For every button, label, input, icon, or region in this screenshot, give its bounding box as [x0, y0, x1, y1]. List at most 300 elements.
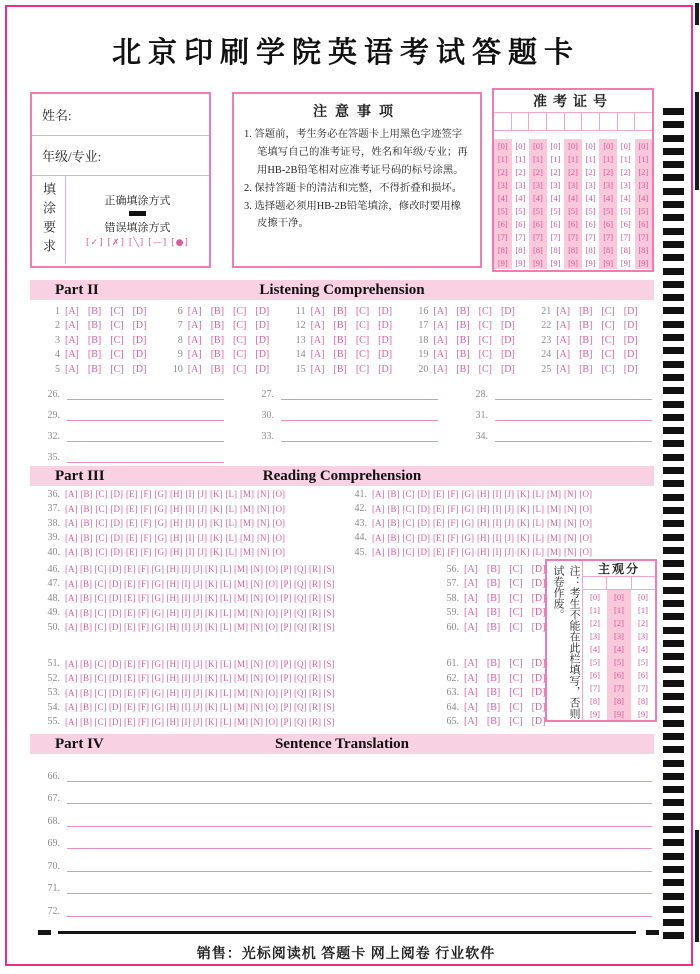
- q44-option-J[interactable]: [J]: [504, 532, 514, 543]
- q51-option-J[interactable]: [J]: [193, 658, 203, 669]
- q36-option-I[interactable]: [I]: [185, 489, 195, 500]
- q50-option-A[interactable]: [A]: [65, 622, 78, 633]
- q54-option-I[interactable]: [I]: [181, 702, 191, 713]
- q53-option-D[interactable]: [D]: [109, 687, 122, 698]
- q12-option-A[interactable]: [A]: [310, 320, 325, 332]
- q46-option-H[interactable]: [H]: [166, 564, 179, 575]
- q50-option-I[interactable]: [I]: [181, 622, 191, 633]
- q37-option-K[interactable]: [K]: [210, 503, 223, 514]
- q8-option-A[interactable]: [A]: [187, 334, 202, 346]
- q34-answer-line[interactable]: [495, 441, 652, 442]
- q49-option-S[interactable]: [S]: [323, 607, 335, 618]
- q43-option-B[interactable]: [B]: [387, 518, 400, 529]
- q15-option-D[interactable]: [D]: [378, 363, 393, 375]
- q14-option-A[interactable]: [A]: [310, 349, 325, 361]
- admission-digit-1[interactable]: [1]: [638, 153, 649, 164]
- admission-digit-6[interactable]: [6]: [638, 218, 649, 229]
- q49-option-J[interactable]: [J]: [193, 607, 203, 618]
- q54-option-E[interactable]: [E]: [124, 702, 136, 713]
- q49-option-K[interactable]: [K]: [205, 607, 218, 618]
- admission-digit-5[interactable]: [5]: [497, 205, 508, 216]
- subjective-digit-1[interactable]: [1]: [590, 604, 600, 615]
- admission-digit-6[interactable]: [6]: [515, 218, 526, 229]
- q55-option-G[interactable]: [G]: [151, 716, 164, 727]
- q24-option-D[interactable]: [D]: [623, 349, 638, 361]
- q40-option-K[interactable]: [K]: [210, 547, 223, 558]
- q53-option-H[interactable]: [H]: [166, 687, 179, 698]
- name-field[interactable]: [32, 94, 209, 136]
- q11-option-A[interactable]: [A]: [310, 305, 325, 317]
- q39-option-N[interactable]: [N]: [257, 532, 270, 543]
- q48-option-H[interactable]: [H]: [166, 593, 179, 604]
- subjective-digit-1[interactable]: [1]: [638, 604, 648, 615]
- q13-option-D[interactable]: [D]: [378, 334, 393, 346]
- q55-option-A[interactable]: [A]: [65, 716, 78, 727]
- q41-option-M[interactable]: [M]: [547, 489, 561, 500]
- q55-option-C[interactable]: [C]: [94, 716, 107, 727]
- q5-option-B[interactable]: [B]: [87, 363, 102, 375]
- q16-option-B[interactable]: [B]: [456, 305, 470, 317]
- q47-option-A[interactable]: [A]: [65, 578, 78, 589]
- q46-option-O[interactable]: [O]: [265, 564, 278, 575]
- q14-option-D[interactable]: [D]: [378, 349, 393, 361]
- q25-option-C[interactable]: [C]: [601, 363, 615, 375]
- q38-option-K[interactable]: [K]: [210, 518, 223, 529]
- admission-digit-8[interactable]: [8]: [568, 244, 578, 255]
- subjective-digit-5[interactable]: [5]: [638, 656, 648, 667]
- admission-digit-0[interactable]: [0]: [620, 140, 631, 151]
- q45-option-O[interactable]: [O]: [579, 547, 592, 558]
- q54-option-S[interactable]: [S]: [323, 702, 335, 713]
- subjective-digit-2[interactable]: [2]: [638, 617, 648, 628]
- subjective-digit-5[interactable]: [5]: [614, 656, 624, 667]
- q37-option-N[interactable]: [N]: [257, 503, 270, 514]
- admission-digit-4[interactable]: [4]: [532, 192, 543, 203]
- q60-option-B[interactable]: [B]: [486, 621, 501, 633]
- q10-option-A[interactable]: [A]: [187, 363, 202, 375]
- q39-option-D[interactable]: [D]: [110, 532, 123, 543]
- q53-option-L[interactable]: [L]: [220, 687, 232, 698]
- q59-option-B[interactable]: [B]: [486, 607, 501, 619]
- q39-option-O[interactable]: [O]: [272, 532, 285, 543]
- admission-digit-0[interactable]: [0]: [515, 140, 526, 151]
- admission-digit-2[interactable]: [2]: [638, 166, 649, 177]
- q13-option-C[interactable]: [C]: [355, 334, 370, 346]
- q36-option-F[interactable]: [F]: [140, 489, 152, 500]
- q2-option-B[interactable]: [B]: [87, 320, 102, 332]
- q24-option-B[interactable]: [B]: [579, 349, 593, 361]
- q62-option-C[interactable]: [C]: [509, 672, 523, 684]
- q38-option-G[interactable]: [G]: [154, 518, 167, 529]
- admission-digit-8[interactable]: [8]: [585, 244, 596, 255]
- admission-digit-0[interactable]: [0]: [550, 140, 561, 151]
- q40-option-G[interactable]: [G]: [154, 547, 167, 558]
- q40-option-L[interactable]: [L]: [225, 547, 237, 558]
- admission-write-cell[interactable]: [600, 113, 618, 130]
- q33-answer-line[interactable]: [281, 441, 438, 442]
- q42-option-F[interactable]: [F]: [447, 503, 459, 514]
- q49-option-N[interactable]: [N]: [250, 607, 263, 618]
- admission-digit-9[interactable]: [9]: [532, 257, 543, 268]
- q45-option-N[interactable]: [N]: [564, 547, 577, 558]
- q59-option-C[interactable]: [C]: [509, 607, 523, 619]
- admission-digit-3[interactable]: [3]: [603, 179, 614, 190]
- q2-option-D[interactable]: [D]: [132, 320, 147, 332]
- admission-digit-3[interactable]: [3]: [550, 179, 561, 190]
- q46-option-N[interactable]: [N]: [250, 564, 263, 575]
- q1-option-C[interactable]: [C]: [110, 305, 124, 317]
- q53-option-A[interactable]: [A]: [65, 687, 78, 698]
- admission-digit-7[interactable]: [7]: [532, 231, 543, 242]
- admission-digit-6[interactable]: [6]: [532, 218, 543, 229]
- admission-digit-2[interactable]: [2]: [550, 166, 561, 177]
- q36-option-B[interactable]: [B]: [80, 489, 93, 500]
- admission-digit-5[interactable]: [5]: [620, 205, 631, 216]
- q36-option-E[interactable]: [E]: [126, 489, 138, 500]
- q47-option-O[interactable]: [O]: [265, 578, 278, 589]
- q48-option-B[interactable]: [B]: [80, 593, 92, 604]
- admission-write-cell[interactable]: [494, 113, 512, 130]
- q4-option-C[interactable]: [C]: [110, 349, 124, 361]
- q3-option-A[interactable]: [A]: [65, 334, 79, 346]
- q26-answer-line[interactable]: [67, 399, 224, 400]
- q37-option-D[interactable]: [D]: [110, 503, 123, 514]
- admission-digit-8[interactable]: [8]: [532, 244, 543, 255]
- q54-option-A[interactable]: [A]: [65, 702, 78, 713]
- q21-option-D[interactable]: [D]: [623, 305, 638, 317]
- admission-digit-3[interactable]: [3]: [620, 179, 631, 190]
- q35-answer-line[interactable]: [67, 462, 224, 463]
- q39-option-E[interactable]: [E]: [126, 532, 138, 543]
- q64-option-C[interactable]: [C]: [509, 701, 523, 713]
- q43-option-E[interactable]: [E]: [433, 518, 445, 529]
- q46-option-G[interactable]: [G]: [151, 564, 164, 575]
- admission-digit-7[interactable]: [7]: [497, 231, 508, 242]
- q60-option-D[interactable]: [D]: [531, 621, 546, 633]
- q38-option-D[interactable]: [D]: [110, 518, 123, 529]
- q36-option-C[interactable]: [C]: [95, 489, 108, 500]
- q41-option-N[interactable]: [N]: [564, 489, 577, 500]
- admission-digit-8[interactable]: [8]: [515, 244, 526, 255]
- q11-option-B[interactable]: [B]: [333, 305, 347, 317]
- q38-option-E[interactable]: [E]: [126, 518, 138, 529]
- q61-option-A[interactable]: [A]: [464, 658, 478, 670]
- q52-option-I[interactable]: [I]: [181, 673, 191, 684]
- admission-digit-2[interactable]: [2]: [497, 166, 508, 177]
- q52-option-L[interactable]: [L]: [220, 673, 232, 684]
- q46-option-A[interactable]: [A]: [65, 564, 78, 575]
- admission-digit-7[interactable]: [7]: [603, 231, 614, 242]
- q52-option-J[interactable]: [J]: [193, 673, 203, 684]
- q22-option-C[interactable]: [C]: [601, 320, 615, 332]
- q57-option-C[interactable]: [C]: [509, 578, 523, 590]
- q54-option-F[interactable]: [F]: [138, 702, 149, 713]
- q55-option-N[interactable]: [N]: [250, 716, 263, 727]
- admission-digit-9[interactable]: [9]: [638, 257, 649, 268]
- q58-option-D[interactable]: [D]: [531, 592, 546, 604]
- q41-option-I[interactable]: [I]: [492, 489, 502, 500]
- q1-option-D[interactable]: [D]: [132, 305, 147, 317]
- q55-option-K[interactable]: [K]: [205, 716, 218, 727]
- q52-option-C[interactable]: [C]: [94, 673, 107, 684]
- q4-option-D[interactable]: [D]: [132, 349, 147, 361]
- q54-option-J[interactable]: [J]: [193, 702, 203, 713]
- q14-option-B[interactable]: [B]: [333, 349, 347, 361]
- q12-option-B[interactable]: [B]: [333, 320, 347, 332]
- q50-option-P[interactable]: [P]: [280, 622, 292, 633]
- q69-answer-line[interactable]: [67, 848, 652, 849]
- q49-option-C[interactable]: [C]: [94, 607, 107, 618]
- admission-digit-2[interactable]: [2]: [568, 166, 578, 177]
- q31-answer-line[interactable]: [495, 420, 652, 421]
- q44-option-F[interactable]: [F]: [447, 532, 459, 543]
- q15-option-C[interactable]: [C]: [355, 363, 370, 375]
- q8-option-D[interactable]: [D]: [255, 334, 270, 346]
- q44-option-M[interactable]: [M]: [547, 532, 561, 543]
- q39-option-H[interactable]: [H]: [170, 532, 183, 543]
- q45-option-I[interactable]: [I]: [492, 547, 502, 558]
- admission-digit-0[interactable]: [0]: [585, 140, 596, 151]
- subjective-digit-9[interactable]: [9]: [638, 708, 648, 719]
- q54-option-C[interactable]: [C]: [94, 702, 107, 713]
- admission-digit-5[interactable]: [5]: [550, 205, 561, 216]
- q43-option-D[interactable]: [D]: [417, 518, 430, 529]
- q29-answer-line[interactable]: [67, 420, 224, 421]
- q56-option-A[interactable]: [A]: [464, 563, 478, 575]
- q52-option-R[interactable]: [R]: [309, 673, 321, 684]
- q54-option-Q[interactable]: [Q]: [294, 702, 307, 713]
- q72-answer-line[interactable]: [67, 916, 652, 917]
- q54-option-R[interactable]: [R]: [309, 702, 321, 713]
- admission-digit-4[interactable]: [4]: [620, 192, 631, 203]
- subjective-digit-7[interactable]: [7]: [614, 682, 624, 693]
- q16-option-D[interactable]: [D]: [500, 305, 515, 317]
- q65-option-D[interactable]: [D]: [531, 716, 546, 728]
- q42-option-B[interactable]: [B]: [387, 503, 400, 514]
- q36-option-G[interactable]: [G]: [154, 489, 167, 500]
- q23-option-A[interactable]: [A]: [556, 334, 571, 346]
- q70-answer-line[interactable]: [67, 871, 652, 872]
- q1-option-A[interactable]: [A]: [65, 305, 79, 317]
- q49-option-E[interactable]: [E]: [124, 607, 136, 618]
- subjective-digit-3[interactable]: [3]: [638, 630, 648, 641]
- q48-option-S[interactable]: [S]: [323, 593, 335, 604]
- q55-option-O[interactable]: [O]: [265, 716, 278, 727]
- q16-option-A[interactable]: [A]: [433, 305, 448, 317]
- q40-option-N[interactable]: [N]: [257, 547, 270, 558]
- admission-digit-7[interactable]: [7]: [515, 231, 526, 242]
- q43-option-M[interactable]: [M]: [547, 518, 561, 529]
- q20-option-B[interactable]: [B]: [456, 363, 470, 375]
- q50-option-E[interactable]: [E]: [124, 622, 136, 633]
- q39-option-F[interactable]: [F]: [140, 532, 152, 543]
- subjective-digit-8[interactable]: [8]: [590, 695, 600, 706]
- admission-digit-1[interactable]: [1]: [620, 153, 631, 164]
- q48-option-D[interactable]: [D]: [109, 593, 122, 604]
- q45-option-E[interactable]: [E]: [433, 547, 445, 558]
- q51-option-I[interactable]: [I]: [181, 658, 191, 669]
- q48-option-N[interactable]: [N]: [250, 593, 263, 604]
- q40-option-D[interactable]: [D]: [110, 547, 123, 558]
- q39-option-L[interactable]: [L]: [225, 532, 237, 543]
- q36-option-M[interactable]: [M]: [240, 489, 254, 500]
- q53-option-F[interactable]: [F]: [138, 687, 149, 698]
- q49-option-I[interactable]: [I]: [181, 607, 191, 618]
- q47-option-G[interactable]: [G]: [151, 578, 164, 589]
- q43-option-A[interactable]: [A]: [372, 518, 385, 529]
- q46-option-D[interactable]: [D]: [109, 564, 122, 575]
- q41-option-H[interactable]: [H]: [477, 489, 490, 500]
- q42-option-L[interactable]: [L]: [532, 503, 544, 514]
- q20-option-D[interactable]: [D]: [500, 363, 515, 375]
- q38-option-L[interactable]: [L]: [225, 518, 237, 529]
- admission-digit-9[interactable]: [9]: [585, 257, 596, 268]
- q42-option-J[interactable]: [J]: [504, 503, 514, 514]
- q49-option-A[interactable]: [A]: [65, 607, 78, 618]
- q47-option-S[interactable]: [S]: [323, 578, 335, 589]
- subjective-digit-6[interactable]: [6]: [590, 669, 600, 680]
- q54-option-B[interactable]: [B]: [80, 702, 92, 713]
- q9-option-D[interactable]: [D]: [255, 349, 270, 361]
- admission-digit-9[interactable]: [9]: [550, 257, 561, 268]
- subjective-digit-3[interactable]: [3]: [614, 630, 624, 641]
- admission-digit-4[interactable]: [4]: [515, 192, 526, 203]
- q18-option-C[interactable]: [C]: [478, 334, 492, 346]
- subjective-digit-8[interactable]: [8]: [614, 695, 624, 706]
- q42-option-A[interactable]: [A]: [372, 503, 385, 514]
- q51-option-F[interactable]: [F]: [138, 658, 149, 669]
- q47-option-M[interactable]: [M]: [234, 578, 248, 589]
- admission-digit-1[interactable]: [1]: [497, 153, 508, 164]
- q52-option-A[interactable]: [A]: [65, 673, 78, 684]
- q53-option-I[interactable]: [I]: [181, 687, 191, 698]
- admission-digit-8[interactable]: [8]: [620, 244, 631, 255]
- q19-option-B[interactable]: [B]: [456, 349, 470, 361]
- q55-option-D[interactable]: [D]: [109, 716, 122, 727]
- subjective-digit-6[interactable]: [6]: [614, 669, 624, 680]
- admission-digit-7[interactable]: [7]: [585, 231, 596, 242]
- admission-digit-5[interactable]: [5]: [515, 205, 526, 216]
- q50-option-K[interactable]: [K]: [205, 622, 218, 633]
- q44-option-I[interactable]: [I]: [492, 532, 502, 543]
- admission-write-cell[interactable]: [547, 113, 565, 130]
- q55-option-Q[interactable]: [Q]: [294, 716, 307, 727]
- q42-option-D[interactable]: [D]: [417, 503, 430, 514]
- q20-option-C[interactable]: [C]: [478, 363, 492, 375]
- q6-option-C[interactable]: [C]: [233, 305, 247, 317]
- q53-option-J[interactable]: [J]: [193, 687, 203, 698]
- subjective-digit-0[interactable]: [0]: [614, 591, 624, 602]
- q39-option-B[interactable]: [B]: [80, 532, 93, 543]
- q55-option-B[interactable]: [B]: [80, 716, 92, 727]
- q18-option-A[interactable]: [A]: [433, 334, 448, 346]
- q55-option-M[interactable]: [M]: [234, 716, 248, 727]
- q53-option-O[interactable]: [O]: [265, 687, 278, 698]
- q41-option-F[interactable]: [F]: [447, 489, 459, 500]
- q42-option-C[interactable]: [C]: [402, 503, 415, 514]
- q3-option-B[interactable]: [B]: [87, 334, 102, 346]
- q11-option-D[interactable]: [D]: [378, 305, 393, 317]
- admission-digit-3[interactable]: [3]: [585, 179, 596, 190]
- q50-option-L[interactable]: [L]: [220, 622, 232, 633]
- q49-option-P[interactable]: [P]: [280, 607, 292, 618]
- grade-major-field[interactable]: [32, 136, 209, 176]
- q54-option-K[interactable]: [K]: [205, 702, 218, 713]
- subjective-digit-4[interactable]: [4]: [638, 643, 648, 654]
- q17-option-C[interactable]: [C]: [478, 320, 492, 332]
- q55-option-S[interactable]: [S]: [323, 716, 335, 727]
- admission-digit-3[interactable]: [3]: [497, 179, 508, 190]
- q22-option-A[interactable]: [A]: [556, 320, 571, 332]
- q1-option-B[interactable]: [B]: [87, 305, 102, 317]
- admission-digit-6[interactable]: [6]: [585, 218, 596, 229]
- q7-option-D[interactable]: [D]: [255, 320, 270, 332]
- q17-option-A[interactable]: [A]: [433, 320, 448, 332]
- q41-option-G[interactable]: [G]: [461, 489, 474, 500]
- q36-option-A[interactable]: [A]: [65, 489, 78, 500]
- q44-option-B[interactable]: [B]: [387, 532, 400, 543]
- q44-option-K[interactable]: [K]: [517, 532, 530, 543]
- q48-option-A[interactable]: [A]: [65, 593, 78, 604]
- q47-option-L[interactable]: [L]: [220, 578, 232, 589]
- q52-option-D[interactable]: [D]: [109, 673, 122, 684]
- q7-option-B[interactable]: [B]: [210, 320, 225, 332]
- q55-option-P[interactable]: [P]: [280, 716, 292, 727]
- q52-option-G[interactable]: [G]: [151, 673, 164, 684]
- q51-option-B[interactable]: [B]: [80, 658, 92, 669]
- q41-option-J[interactable]: [J]: [504, 489, 514, 500]
- q46-option-L[interactable]: [L]: [220, 564, 232, 575]
- q51-option-H[interactable]: [H]: [166, 658, 179, 669]
- q48-option-R[interactable]: [R]: [309, 593, 321, 604]
- q55-option-F[interactable]: [F]: [138, 716, 149, 727]
- admission-digit-1[interactable]: [1]: [568, 153, 578, 164]
- q42-option-O[interactable]: [O]: [579, 503, 592, 514]
- q37-option-G[interactable]: [G]: [154, 503, 167, 514]
- admission-digit-7[interactable]: [7]: [620, 231, 631, 242]
- q11-option-C[interactable]: [C]: [355, 305, 370, 317]
- q25-option-A[interactable]: [A]: [556, 363, 571, 375]
- q4-option-A[interactable]: [A]: [65, 349, 79, 361]
- q44-option-H[interactable]: [H]: [477, 532, 490, 543]
- q8-option-C[interactable]: [C]: [233, 334, 247, 346]
- q57-option-D[interactable]: [D]: [531, 578, 546, 590]
- subjective-digit-7[interactable]: [7]: [590, 682, 600, 693]
- admission-digit-5[interactable]: [5]: [532, 205, 543, 216]
- admission-digit-3[interactable]: [3]: [532, 179, 543, 190]
- q48-option-K[interactable]: [K]: [205, 593, 218, 604]
- q45-option-J[interactable]: [J]: [504, 547, 514, 558]
- admission-digit-3[interactable]: [3]: [568, 179, 578, 190]
- q39-option-M[interactable]: [M]: [240, 532, 254, 543]
- q47-option-R[interactable]: [R]: [309, 578, 321, 589]
- q51-option-D[interactable]: [D]: [109, 658, 122, 669]
- q45-option-M[interactable]: [M]: [547, 547, 561, 558]
- q54-option-O[interactable]: [O]: [265, 702, 278, 713]
- q55-option-E[interactable]: [E]: [124, 716, 136, 727]
- q12-option-C[interactable]: [C]: [355, 320, 370, 332]
- q51-option-G[interactable]: [G]: [151, 658, 164, 669]
- admission-write-cell[interactable]: [565, 113, 583, 130]
- q48-option-O[interactable]: [O]: [265, 593, 278, 604]
- q49-option-O[interactable]: [O]: [265, 607, 278, 618]
- q51-option-C[interactable]: [C]: [94, 658, 107, 669]
- q8-option-B[interactable]: [B]: [210, 334, 225, 346]
- admission-digit-4[interactable]: [4]: [568, 192, 578, 203]
- q47-option-J[interactable]: [J]: [193, 578, 203, 589]
- q9-option-B[interactable]: [B]: [210, 349, 225, 361]
- q44-option-A[interactable]: [A]: [372, 532, 385, 543]
